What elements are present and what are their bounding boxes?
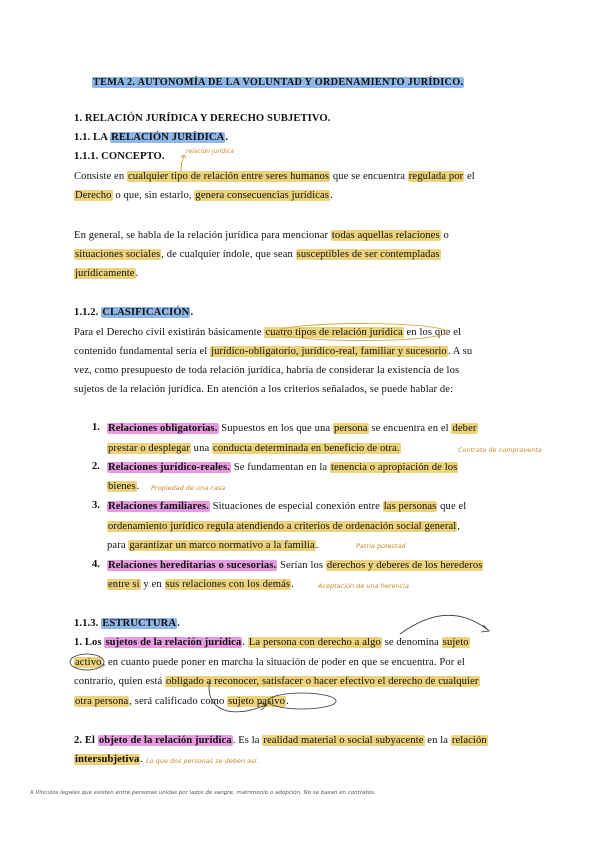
text: Supuestos en los que una bbox=[218, 423, 333, 434]
handwritten-footnote: X Vínculos legales que existen entre personas unidas por lazos de sangre, matrimonio o adopción. No se basan en contratos. bbox=[30, 790, 376, 796]
highlight: prestar o desplegar bbox=[108, 443, 190, 454]
text: se encuentra en el bbox=[368, 423, 452, 434]
list-number: 3. bbox=[92, 500, 100, 511]
text: , en cuanto puede poner en marcha la situación de poder en que se encuentra. Por el bbox=[102, 657, 465, 668]
highlight: cualquier tipo de relación entre seres humanos bbox=[128, 171, 330, 182]
text: que se encuentra bbox=[330, 171, 408, 182]
text: , de cualquier índole, que sean bbox=[161, 249, 296, 260]
section-1-1-heading bbox=[74, 131, 228, 145]
list-item-3-line-3 bbox=[107, 539, 319, 553]
paragraph-3-line-3: vez, como presupuesto de toda relación jurídica, habría de considerar la existencia de los bbox=[74, 365, 460, 376]
highlight: persona bbox=[333, 423, 368, 434]
text: Serían los bbox=[277, 560, 326, 571]
text: Para el Derecho civil existirán básicamente bbox=[74, 327, 265, 338]
text: o que, sin estarlo, bbox=[112, 190, 195, 201]
text: 2. El bbox=[74, 735, 98, 746]
text: se denomina bbox=[381, 637, 442, 648]
text: . bbox=[315, 540, 319, 551]
text: Situaciones de especial conexión entre bbox=[209, 501, 383, 512]
text: Se fundamentan en la bbox=[230, 462, 330, 473]
term-highlight: Relaciones hereditarias o sucesorias. bbox=[108, 560, 277, 571]
heading-highlight: RELACIÓN JURÍDICA bbox=[111, 132, 225, 143]
text: en la bbox=[424, 735, 451, 746]
highlight: susceptibles de ser contempladas bbox=[296, 249, 440, 260]
highlight: conducta determinada en beneficio de otra. bbox=[213, 443, 400, 454]
list-item-3-line-2 bbox=[107, 520, 460, 534]
list-number: 2. bbox=[92, 461, 100, 472]
highlight: todas aquellas relaciones bbox=[331, 230, 440, 241]
text: . bbox=[140, 754, 144, 765]
text: . bbox=[136, 481, 140, 492]
highlight: regulada por bbox=[408, 171, 464, 182]
handwritten-note: Aceptación de una herencia bbox=[318, 582, 409, 590]
handwritten-note: Propiedad de una casa bbox=[151, 484, 226, 492]
paragraph-4-line-4 bbox=[74, 695, 289, 709]
term-highlight: Relaciones familiares. bbox=[108, 501, 209, 512]
document-title bbox=[92, 76, 464, 90]
text: o bbox=[440, 230, 449, 241]
list-item-4-line-1 bbox=[107, 559, 483, 573]
highlight: tenencia o apropiación de los bbox=[330, 462, 458, 473]
term-highlight: sujetos de la relación jurídica bbox=[105, 637, 242, 648]
arrow-to-sujeto-activo bbox=[400, 615, 489, 634]
highlight: jurídicamente bbox=[75, 268, 135, 279]
heading-highlight: CLASIFICACIÓN bbox=[102, 307, 190, 318]
heading-suffix: . bbox=[190, 307, 194, 318]
highlight: realidad material o social subyacente bbox=[263, 735, 424, 746]
handwritten-note: Contrato de compraventa bbox=[458, 446, 542, 454]
arrow-relacion bbox=[181, 155, 186, 171]
highlight: obligado a reconocer, satisfacer o hacer efectivo el derecho de cualquier bbox=[166, 676, 479, 687]
list-item-2-line-1 bbox=[107, 461, 458, 475]
highlight: entre sí bbox=[108, 579, 140, 590]
section-1-1-1-heading: 1.1.1. CONCEPTO. bbox=[74, 151, 165, 162]
highlight: las personas bbox=[383, 501, 437, 512]
paragraph-2-line-1 bbox=[74, 229, 449, 243]
text: , será calificado como bbox=[129, 696, 228, 707]
text: . A su bbox=[447, 346, 473, 357]
text: . bbox=[286, 696, 289, 707]
list-item-1-line-2 bbox=[107, 442, 401, 456]
paragraph-5-line-2 bbox=[74, 753, 143, 767]
heading-prefix: 1.1.3. bbox=[74, 618, 102, 629]
highlight: relación bbox=[451, 735, 487, 746]
paragraph-4-line-2 bbox=[74, 656, 465, 670]
highlight: garantizar un marco normativo a la familia bbox=[129, 540, 315, 551]
section-1-1-3-heading bbox=[74, 617, 180, 631]
highlight: La persona con derecho a algo bbox=[248, 637, 381, 648]
heading-suffix: . bbox=[177, 618, 180, 629]
text: . Es la bbox=[232, 735, 263, 746]
paragraph-4-line-3 bbox=[74, 675, 480, 689]
highlight: sus relaciones con los demás bbox=[165, 579, 291, 590]
paragraph-2-line-3 bbox=[74, 267, 138, 281]
highlight: derechos y deberes de los herederos bbox=[326, 560, 483, 571]
paragraph-1-line-2 bbox=[74, 189, 333, 203]
text: el bbox=[464, 171, 475, 182]
list-item-1-line-1 bbox=[107, 422, 478, 436]
highlight: sujeto pasivo bbox=[228, 696, 286, 707]
paragraph-4-line-1 bbox=[74, 636, 470, 650]
highlight: intersubjetiva bbox=[75, 754, 140, 765]
text: que el bbox=[437, 501, 467, 512]
term-highlight: objeto de la relación jurídica bbox=[98, 735, 232, 746]
list-number: 1. bbox=[92, 422, 100, 433]
text: contrario, quien está bbox=[74, 676, 166, 687]
paragraph-2-line-2 bbox=[74, 248, 441, 262]
text: . bbox=[242, 637, 248, 648]
highlight: ordenamiento jurídico regula atendiendo a criterios de ordenación social general bbox=[108, 521, 457, 532]
text: y en bbox=[140, 579, 165, 590]
paragraph-1-line-1 bbox=[74, 170, 475, 184]
highlight: otra persona bbox=[75, 696, 129, 707]
highlight: activo bbox=[75, 657, 102, 668]
highlight: genera consecuencias jurídicas bbox=[195, 190, 330, 201]
title-highlight: TEMA 2. AUTONOMÍA DE LA VOLUNTAD Y ORDENAMIENTO JURÍDICO. bbox=[93, 77, 464, 88]
term-highlight: Relaciones obligatorias. bbox=[108, 423, 218, 434]
paragraph-3-line-1 bbox=[74, 326, 461, 340]
heading-highlight: ESTRUCTURA bbox=[102, 618, 177, 629]
list-item-3-line-1 bbox=[107, 500, 466, 514]
text: en los que el bbox=[403, 327, 462, 338]
text: para bbox=[107, 540, 129, 551]
text: una bbox=[190, 443, 213, 454]
term-highlight: Relaciones jurídico-reales. bbox=[108, 462, 230, 473]
handwritten-note: Patria potestad bbox=[356, 542, 406, 550]
highlight: situaciones sociales bbox=[75, 249, 161, 260]
heading-suffix: . bbox=[225, 132, 229, 143]
highlight: sujeto bbox=[442, 637, 469, 648]
list-item-4-line-2 bbox=[107, 578, 294, 592]
text: contenido fundamental sería el bbox=[74, 346, 211, 357]
text: . bbox=[135, 268, 139, 279]
list-number: 4. bbox=[92, 559, 100, 570]
text: . bbox=[291, 579, 294, 590]
highlight: deber bbox=[452, 423, 477, 434]
text: En general, se habla de la relación jurídica para mencionar bbox=[74, 230, 331, 241]
heading-prefix: 1.1.2. bbox=[74, 307, 102, 318]
highlight: cuatro tipos de relación jurídica bbox=[265, 327, 403, 338]
paragraph-3-line-2 bbox=[74, 345, 472, 359]
handwritten-note-relacion: relación jurídica bbox=[186, 148, 234, 155]
highlight: Derecho bbox=[75, 190, 112, 201]
text: 1. Los bbox=[74, 637, 105, 648]
highlight: bienes bbox=[108, 481, 136, 492]
text: , bbox=[457, 521, 461, 532]
list-item-2-line-2 bbox=[107, 480, 139, 494]
section-1-heading: 1. RELACIÓN JURÍDICA Y DERECHO SUBJETIVO. bbox=[74, 113, 331, 124]
text: . bbox=[330, 190, 333, 201]
highlight: jurídico-obligatorio, jurídico-real, familiar y sucesorio bbox=[211, 346, 447, 357]
paragraph-3-line-4: sujetos de la relación jurídica. En atención a los criterios señalados, se puede hablar de: bbox=[74, 384, 454, 395]
handwritten-note: Lo que dos personas se deben así. bbox=[146, 757, 259, 765]
section-1-1-2-heading bbox=[74, 306, 193, 320]
text: Consiste en bbox=[74, 171, 127, 182]
heading-prefix: 1.1. LA bbox=[74, 132, 111, 143]
paragraph-5-line-1 bbox=[74, 734, 488, 748]
